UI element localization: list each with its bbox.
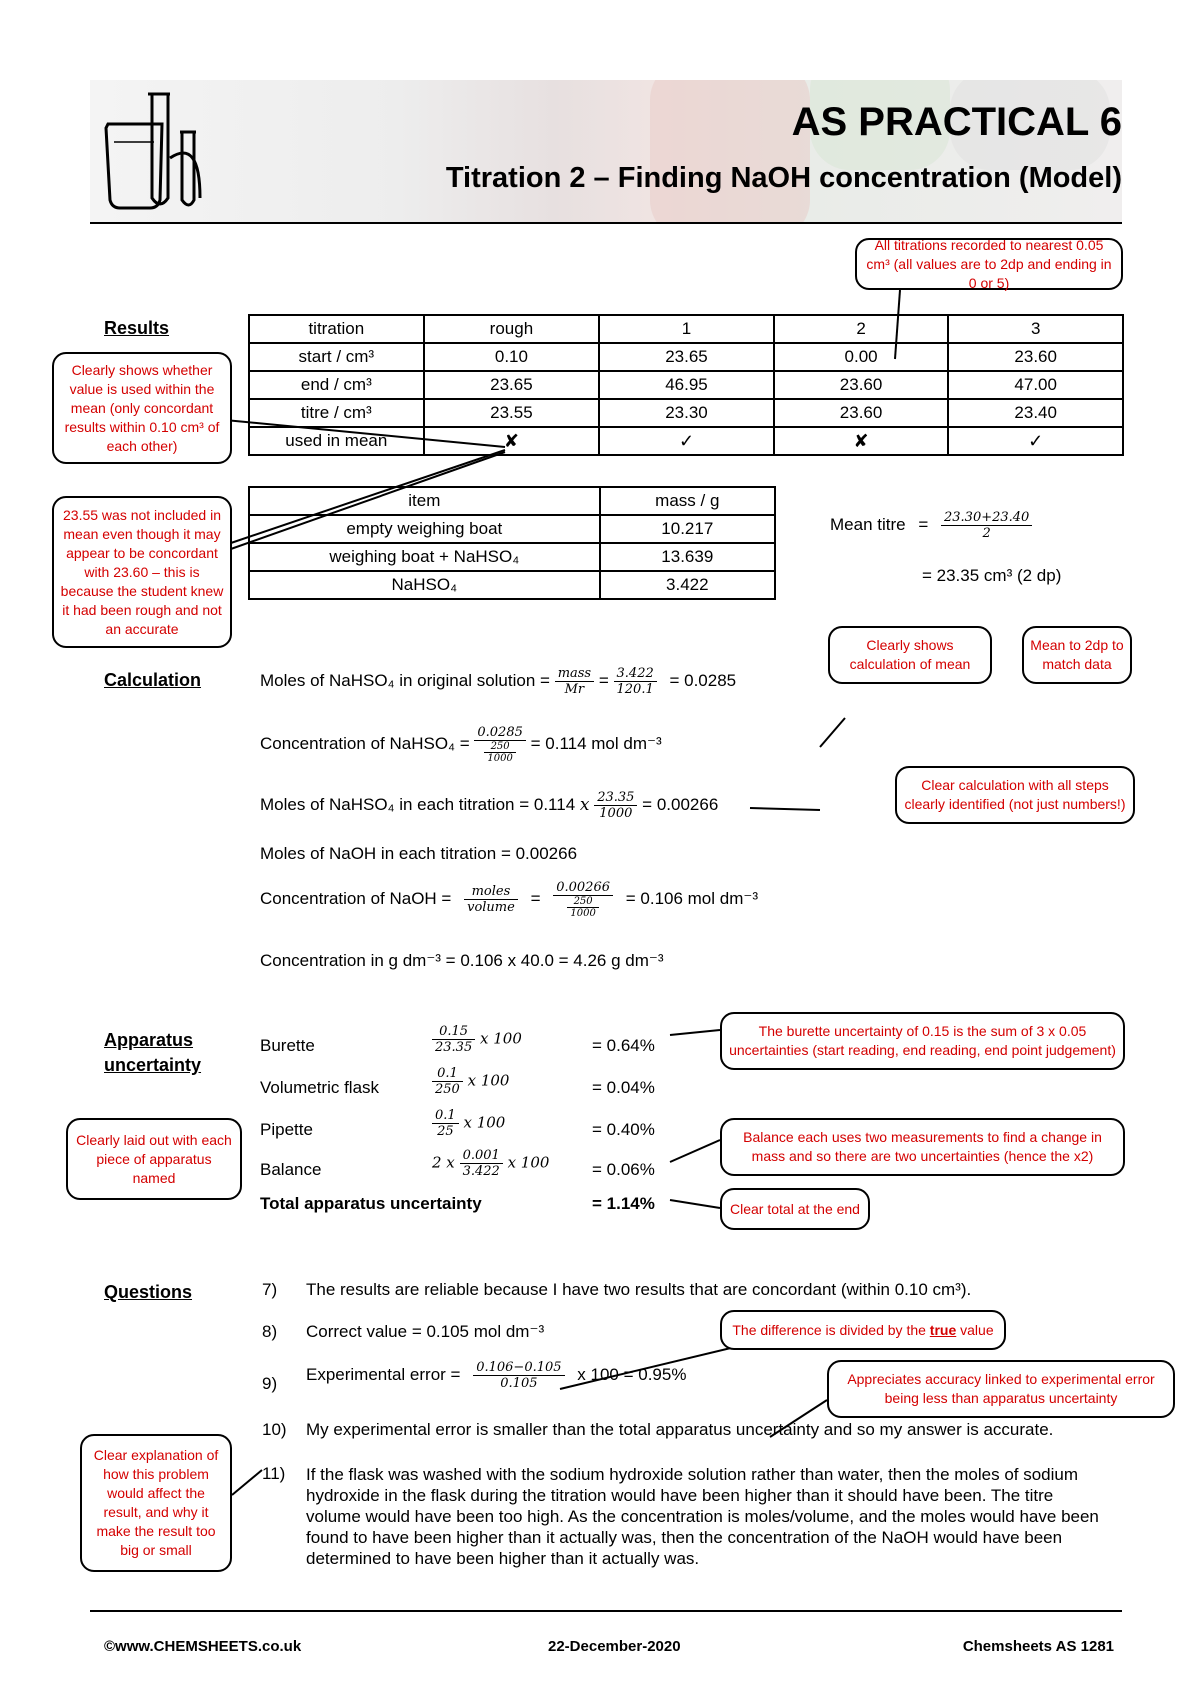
callout-burette: The burette uncertainty of 0.15 is the sum of 3 x 0.05 uncertainties (start reading, end reading, end point judgement): [720, 1012, 1125, 1070]
footer-date: 22-December-2020: [548, 1638, 681, 1655]
callout-true-value: The difference is divided by the true value: [720, 1310, 1006, 1350]
q7-answer: The results are reliable because I have two results that are concordant (within 0.10 cm³).: [306, 1280, 972, 1299]
q11-number: 11): [262, 1464, 286, 1483]
results-cell: 23.65: [599, 343, 774, 371]
calc-line-3: Moles of NaHSO₄ in each titration = 0.114 x $\frac{23.35}{1000}$ = 0.00266: [260, 790, 719, 821]
results-cell: 23.60: [774, 371, 949, 399]
results-cell: 23.40: [948, 399, 1123, 427]
mean-titre-result: = 23.35 cm³ (2 dp): [922, 566, 1062, 585]
page-title: AS PRACTICAL 6: [791, 100, 1122, 144]
callout-clear-steps: Clear calculation with all steps clearly identified (not just numbers!): [895, 766, 1135, 824]
row-label-cell: start / cm³: [249, 343, 424, 371]
results-cell: 3: [948, 315, 1123, 343]
results-cell: 0.10: [424, 343, 600, 371]
results-cell: 23.60: [948, 343, 1123, 371]
callout-laid-out: Clearly laid out with each piece of apparatus named: [66, 1118, 242, 1200]
q10-number: 10): [262, 1420, 287, 1439]
results-row: [249, 371, 1123, 399]
results-cell: 23.30: [599, 399, 774, 427]
q9-number: 9): [262, 1374, 278, 1393]
mean-titre-calculation: Mean titre = $\frac{23.30+23.40}{2}$: [830, 510, 1032, 541]
callout-mean-2dp: Mean to 2dp to match data: [1022, 626, 1132, 684]
results-cell: 23.65: [424, 371, 600, 399]
calc-line-4: Moles of NaOH in each titration = 0.00266: [260, 844, 578, 863]
results-cell: rough: [424, 315, 600, 343]
callout-nearest-005: All titrations recorded to nearest 0.05 cm³ (all values are to 2dp and ending in 0 or 5): [855, 238, 1123, 290]
q7-number: 7): [262, 1280, 278, 1299]
row-label-cell: end / cm³: [249, 371, 424, 399]
q10-answer: My experimental error is smaller than the total apparatus uncertainty and so my answer is accurate.: [306, 1420, 1054, 1439]
results-row: [249, 427, 1123, 455]
results-cell: 23.55: [424, 399, 600, 427]
q8-answer: Correct value = 0.105 mol dm⁻³: [306, 1322, 545, 1341]
callout-flask-explanation: Clear explanation of how this problem would affect the result, and why it make the result too big or small: [80, 1434, 232, 1572]
results-cell: 23.60: [774, 399, 949, 427]
results-cell: ✘: [424, 427, 600, 455]
mass-cell: empty weighing boat: [249, 515, 600, 543]
results-cell: ✓: [948, 427, 1123, 455]
mass-table: [248, 486, 776, 600]
results-cell: 47.00: [948, 371, 1123, 399]
total-uncertainty-label: Total apparatus uncertainty: [260, 1194, 482, 1213]
q11-answer: If the flask was washed with the sodium hydroxide solution rather than water, then the moles of sodium hydroxide in the flask during the titration would have been higher than it should have been. The titre volume would have been too high. As the concentration is moles/volume, and the moles would have been found to have been higher than it actually was, then the concentration of the NaOH would have been determined to have been higher than it actually was.: [306, 1465, 1099, 1568]
apparatus-name: Balance: [260, 1160, 322, 1179]
mass-row: [249, 543, 775, 571]
callout-accuracy: Appreciates accuracy linked to experimental error being less than apparatus uncertainty: [827, 1360, 1175, 1418]
calc-line-2: Concentration of NaHSO₄ = $\frac{0.0285}{\frac{250}{1000}}$ = 0.114 mol dm⁻³: [260, 725, 662, 764]
q9-answer: Experimental error = $\frac{0.106-0.105}{0.105}$ x 100 = 0.95%: [306, 1360, 687, 1391]
mass-cell: NaHSO₄: [249, 571, 600, 599]
mass-cell: mass / g: [600, 487, 775, 515]
mean-titre-fraction: $\frac{23.30+23.40}{2}$: [941, 510, 1032, 541]
q8-number: 8): [262, 1322, 278, 1341]
apparatus-result: = 0.06%: [592, 1160, 655, 1179]
mass-cell: 10.217: [600, 515, 775, 543]
calc-line-6: Concentration in g dm⁻³ = 0.106 x 40.0 = 4.26 g dm⁻³: [260, 951, 664, 970]
mass-cell: 13.639: [600, 543, 775, 571]
mass-cell: item: [249, 487, 600, 515]
apparatus-name: Volumetric flask: [260, 1078, 380, 1097]
results-cell: 2: [774, 315, 949, 343]
results-cell: 0.00: [774, 343, 949, 371]
callout-mean-calculation: Clearly shows calculation of mean: [828, 626, 992, 684]
apparatus-result: = 0.40%: [592, 1120, 655, 1139]
apparatus-formula: $\frac{0.15}{23.35}$ x 100: [432, 1024, 522, 1055]
mass-cell: weighing boat + NaHSO₄: [249, 543, 600, 571]
calc-line-5: Concentration of NaOH = $\frac{\text{moles}}{\text{volume}}$ = $\frac{0.00266}{\frac{250}{1000}}$ = 0.106 mol dm⁻³: [260, 880, 759, 919]
mean-titre-label: Mean titre: [830, 514, 906, 534]
results-cell: ✘: [774, 427, 949, 455]
apparatus-name: Burette: [260, 1036, 315, 1055]
mass-cell: 3.422: [600, 571, 775, 599]
callout-total: Clear total at the end: [720, 1188, 870, 1230]
total-uncertainty-value: = 1.14%: [592, 1194, 655, 1213]
calculation-heading: Calculation: [104, 670, 202, 690]
results-row: [249, 343, 1123, 371]
row-label-cell: used in mean: [249, 427, 424, 455]
mass-row: [249, 571, 775, 599]
results-heading: Results: [104, 318, 170, 338]
footer-divider: [90, 1610, 1122, 1612]
results-row: [249, 315, 1123, 343]
apparatus-result: = 0.64%: [592, 1036, 655, 1055]
footer-website: ©www.CHEMSHEETS.co.uk: [104, 1638, 302, 1655]
mass-row: [249, 487, 775, 515]
results-cell: 46.95: [599, 371, 774, 399]
footer-reference: Chemsheets AS 1281: [962, 1638, 1114, 1655]
titration-results-table: [248, 314, 1124, 456]
mass-row: [249, 515, 775, 543]
apparatus-result: = 0.04%: [592, 1078, 655, 1097]
results-cell: 1: [599, 315, 774, 343]
apparatus-formula: 2 x $\frac{0.001}{3.422}$ x 100: [432, 1148, 550, 1179]
row-label-cell: titration: [249, 315, 424, 343]
apparatus-formula: $\frac{0.1}{250}$ x 100: [432, 1066, 509, 1097]
calc-line-1: Moles of NaHSO₄ in original solution = $\frac{\text{mass}}{Mr}$ = $\frac{3.422}{120.1}$ = 0.0285: [260, 666, 737, 697]
callout-balance: Balance each uses two measurements to find a change in mass and so there are two uncertainties (hence the x2): [720, 1118, 1125, 1176]
results-cell: ✓: [599, 427, 774, 455]
callout-used-in-mean: Clearly shows whether value is used within the mean (only concordant results within 0.10 cm³ of each other): [52, 352, 232, 464]
callout-rough-not-included: 23.55 was not included in mean even though it may appear to be concordant with 23.60 – this is because the student knew it had been rough and not an accurate: [52, 496, 232, 648]
apparatus-name: Pipette: [260, 1120, 313, 1139]
results-row: [249, 399, 1123, 427]
apparatus-formula: $\frac{0.1}{25}$ x 100: [432, 1108, 505, 1139]
questions-heading: Questions: [104, 1282, 193, 1302]
page-subtitle: Titration 2 – Finding NaOH concentration (Model): [445, 162, 1122, 194]
row-label-cell: titre / cm³: [249, 399, 424, 427]
apparatus-heading: Apparatus uncertainty: [104, 1030, 202, 1075]
